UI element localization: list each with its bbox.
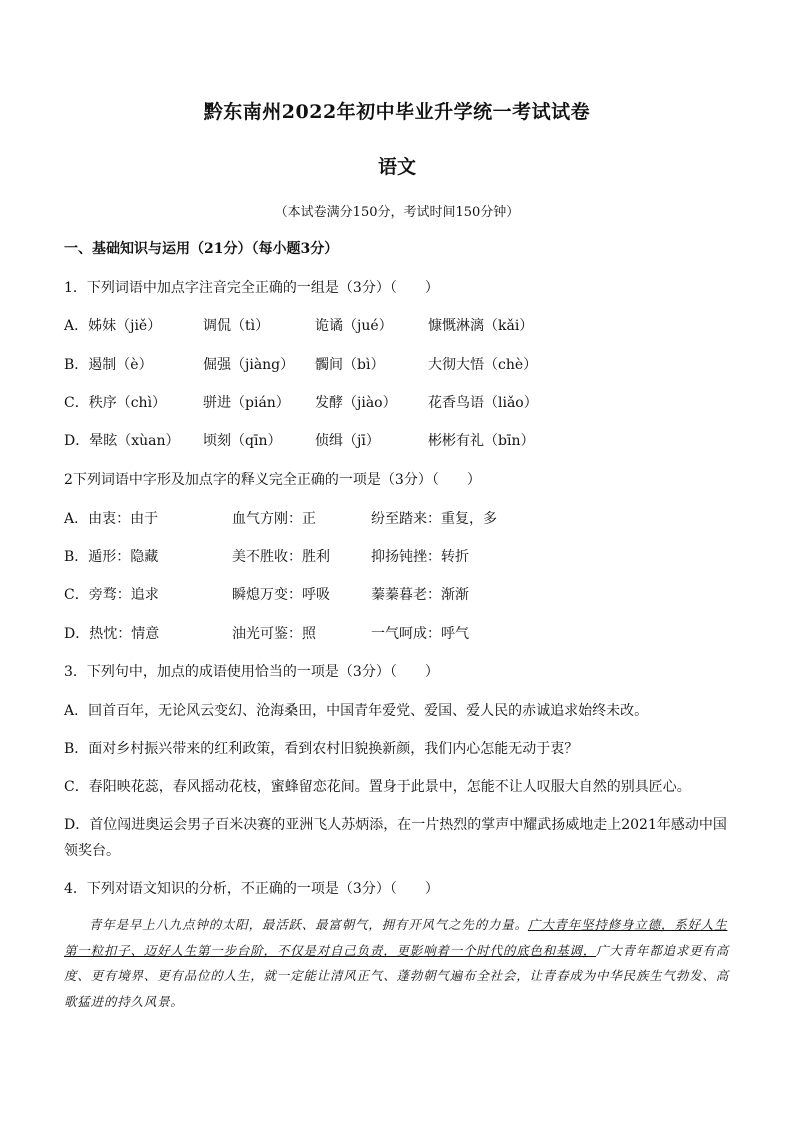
q1-d-2: 顷刻（qīn） — [203, 433, 282, 449]
q3-option-b: B．面对乡村振兴带来的红利政策，看到农村旧貌换新颜，我们内心怎能无动于衷？ — [64, 741, 579, 757]
q3-stem: 3．下列句中，加点的成语使用恰当的一项是（3分）（ ） — [64, 664, 439, 680]
q2-d-1: D．热忱：情意 — [64, 626, 160, 642]
exam-title: 黔东南州2022年初中毕业升学统一考试试卷 — [203, 101, 591, 123]
q1-d-4: 彬彬有礼（bīn） — [428, 433, 535, 449]
q1-a-2: 调侃（tì） — [203, 318, 270, 334]
q4-stem: 4．下列对语文知识的分析，不正确的一项是（3分）（ ） — [64, 881, 439, 897]
q2-c-2: 瞬熄万变：呼吸 — [232, 587, 330, 603]
q2-b-2: 美不胜收：胜利 — [232, 549, 330, 565]
q2-a-2: 血气方刚：正 — [232, 511, 316, 527]
passage-sentence-1: 青年是早上八九点钟的太阳，最活跃、最富朝气，拥有开风气之先的力量。 — [89, 917, 528, 932]
q1-c-3: 发酵（jiào） — [315, 395, 397, 411]
q1-c-4: 花香鸟语（liǎo） — [428, 395, 538, 411]
q1-b-3: 髑间（bì） — [315, 357, 385, 373]
q1-b-2: 倔强（jiàng） — [203, 357, 295, 373]
q3-option-d-line2: 领奖台。 — [64, 843, 120, 859]
q2-a-3: 纷至踏来：重复，多 — [371, 511, 497, 527]
passage-sentence-2-underlined: 广大青年坚持修身立德，系好人生第一粒扣子、迈好人生第一步台阶，不仅是对自己负责，更影响着一个时代的底色和基调， — [64, 917, 728, 958]
section-heading: 一、基础知识与运用（21分）（每小题3分） — [64, 241, 339, 257]
q2-c-1: C．旁骛：追求 — [64, 587, 159, 603]
q4-reading-passage — [64, 912, 732, 1014]
q3-option-d-line1: D．首位闯进奥运会男子百米决赛的亚洲飞人苏炳添，在一片热烈的掌声中耀武扬威地走上2021年感动中国 — [64, 817, 727, 833]
q2-b-3: 抑扬钝挫：转折 — [371, 549, 469, 565]
q1-b-1: B．遏制（è） — [64, 357, 153, 373]
q1-a-1: A．姊妹（jiě） — [64, 318, 162, 334]
q1-d-1: D．晕眩（xùan） — [64, 433, 180, 449]
q1-b-4: 大彻大悟（chè） — [428, 357, 538, 373]
q1-a-4: 慷慨淋漓（kǎi） — [428, 318, 534, 334]
q3-option-a: A．回首百年，无论风云变幻、沧海桑田，中国青年爱党、爱国、爱人民的赤诚追求始终未改。 — [64, 703, 649, 719]
q1-stem: 1．下列词语中加点字注音完全正确的一组是（3分）（ ） — [64, 280, 439, 296]
q1-d-3: 侦缉（jī） — [315, 433, 380, 449]
q2-c-3: 蓁蓁暮老：渐渐 — [371, 587, 469, 603]
passage-sentence-3: 广大青年都追求更有高度、更有境界、更有品位的人生，就一定能让清风正气、蓬勃朝气遍布全社会，让青春成为中华民族生气勃发、高歌猛进的持久风景。 — [64, 942, 730, 1009]
q3-option-c: C．春阳映花蕊，春风摇动花枝，蜜蜂留恋花间。置身于此景中，怎能不让人叹服大自然的别具匠心。 — [64, 779, 691, 795]
q1-c-1: C．秩序（chì） — [64, 395, 167, 411]
q2-stem: 2下列词语中字形及加点字的释义完全正确的一项是（3分）（ ） — [64, 472, 481, 488]
subject-title: 语文 — [377, 156, 416, 178]
q2-a-1: A．由衷：由于 — [64, 511, 159, 527]
exam-note: （本试卷满分150分，考试时间150分钟） — [274, 205, 520, 220]
q1-a-3: 诡谲（jué） — [315, 318, 393, 334]
q2-d-3: 一气呵成：呼气 — [371, 626, 469, 642]
q2-b-1: B．遁形：隐藏 — [64, 549, 159, 565]
q2-d-2: 油光可鉴：照 — [232, 626, 316, 642]
q1-c-2: 骈进（pián） — [203, 395, 290, 411]
